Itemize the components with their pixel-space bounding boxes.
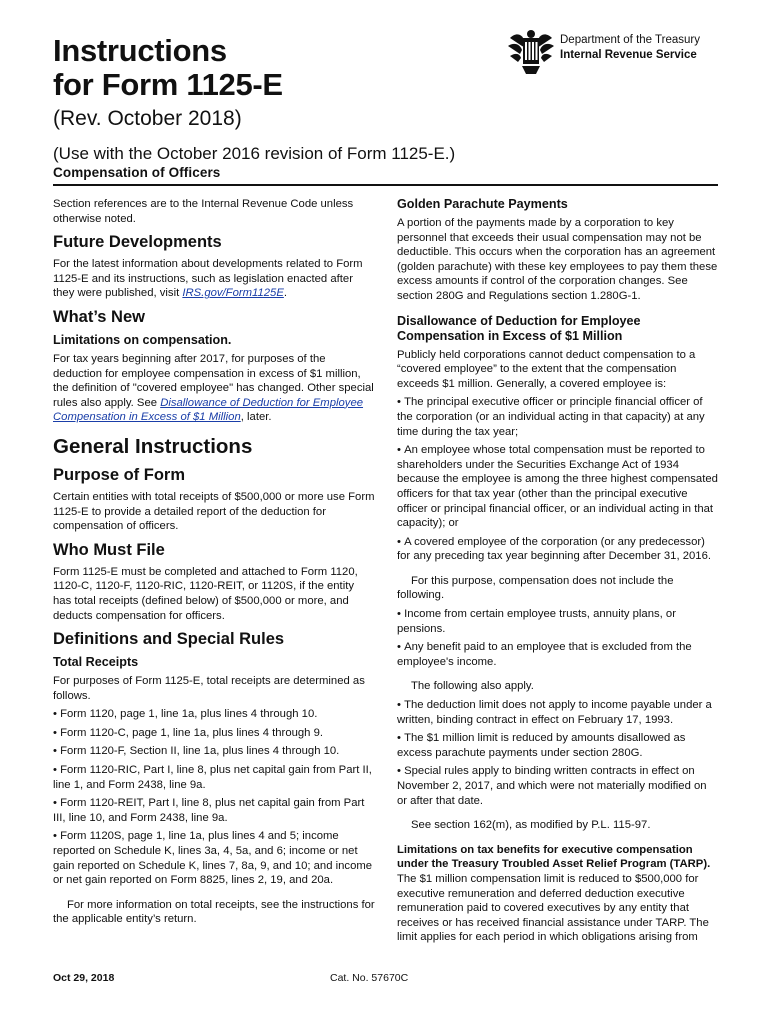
golden-parachute-text: A portion of the payments made by a corporation to key personnel that exceeds their usual compensation may not be deductible. This occurs when the corporation has an agreement (golden parachute) with these key employees to pay them these excess amounts if control of the corporation changes. See section 280G and Regulations section 1.280G-1. <box>397 217 718 302</box>
title-line-2: for Form 1125-E <box>53 67 283 102</box>
agency-name <box>560 33 700 63</box>
use-with-note: (Use with the October 2016 revision of Form 1125-E.) <box>53 144 456 163</box>
list-item: • Form 1120-C, page 1, line 1a, plus lines 4 through 9. <box>53 726 375 741</box>
covered-employee-list <box>397 395 719 564</box>
agency-irs: Internal Revenue Service <box>560 49 697 61</box>
list-item: • The $1 million limit is reduced by amounts disallowed as excess parachute payments under section 280G. <box>397 731 719 760</box>
future-developments-text: For the latest information about developments related to Form 1125-E and its instructions, such as legislation enacted after they were published, visit IRS.gov/Form1125E. <box>53 258 363 300</box>
irs-eagle-logo-icon <box>506 28 556 76</box>
header-rule <box>53 184 718 186</box>
list-item: • Form 1120-F, Section II, line 1a, plus lines 4 through 10. <box>53 744 375 759</box>
catalog-number: Cat. No. 57670C <box>330 972 409 984</box>
golden-parachute-heading: Golden Parachute Payments <box>397 197 568 211</box>
disallowance-text: Publicly held corporations cannot deduct compensation to a “covered employee” to the extent that the compensation exceeds $1 million. Generally, a covered employee is: <box>397 348 696 390</box>
irs-gov-link[interactable]: IRS.gov/Form1125E <box>182 287 284 300</box>
tarp-heading: Limitations on tax benefits for executive compensation under the Treasury Troubled Asset Relief Program (TARP). <box>397 843 711 871</box>
right-column <box>397 197 719 949</box>
form-subject: Compensation of Officers <box>53 165 221 180</box>
list-item: • The deduction limit does not apply to income payable under a written, binding contract in effect on February 17, 1993. <box>397 698 719 727</box>
list-item: • An employee whose total compensation must be reported to shareholders under the Securities Exchange Act of 1934 because the employee is among the three highest compensated officers for that tax year (other than the principal executive officer or principal financial officer, or an individual acting in that capacity); or <box>397 443 719 531</box>
purpose-heading: Purpose of Form <box>53 465 186 484</box>
list-item: • A covered employee of the corporation (or any predecessor) for any preceding tax year beginning after December 31, 2016. <box>397 535 719 564</box>
limitations-heading: Limitations on compensation. <box>53 332 232 347</box>
revision-date: (Rev. October 2018) <box>53 107 242 130</box>
who-must-file-heading: Who Must File <box>53 540 165 559</box>
list-item: • Form 1120, page 1, line 1a, plus lines 4 through 10. <box>53 707 375 722</box>
agency-department: Department of the Treasury <box>560 34 700 46</box>
tarp-text: The $1 million compensation limit is reduced to $500,000 for executive remuneration and deferred deduction executive remuneration paid to covered executives by any entity that receives or has received financial assistance under TARP. The limit applies for each period in which obligations arising from <box>397 872 709 944</box>
compensation-exclusion-text: For this purpose, compensation does not include the following. <box>397 574 674 602</box>
whats-new-heading: What’s New <box>53 307 145 326</box>
excluded-list <box>397 607 719 669</box>
list-item: • Form 1120-REIT, Part I, line 8, plus net capital gain from Part III, line 10, and Form 2438, line 9a. <box>53 796 375 825</box>
list-item: • The principal executive officer or principle financial officer of the corporation (or an individual acting in that capacity) at any time during the tax year; <box>397 395 719 439</box>
receipts-list <box>53 707 375 888</box>
disallowance-link[interactable]: Disallowance of Deduction for Employee Compensation in Excess of $1 Million <box>53 396 364 424</box>
also-apply-text: The following also apply. <box>411 680 534 693</box>
footer-date: Oct 29, 2018 <box>53 972 115 984</box>
left-column <box>53 197 375 931</box>
list-item: • Special rules apply to binding written contracts in effect on November 2, 2017, and which were not materially modified on or after that date. <box>397 764 719 808</box>
more-info-text: For more information on total receipts, see the instructions for the applicable entity’s return. <box>53 898 375 926</box>
list-item: • Any benefit paid to an employee that is excluded from the employee's income. <box>397 640 719 669</box>
general-instructions-heading: General Instructions <box>53 434 253 458</box>
disallowance-heading: Disallowance of Deduction for Employee Compensation in Excess of $1 Million <box>397 313 641 343</box>
list-item: • Form 1120-RIC, Part I, line 8, plus net capital gain from Part II, line 1, and Form 2438, line 9a. <box>53 763 375 792</box>
total-receipts-heading: Total Receipts <box>53 655 139 670</box>
who-must-file-text: Form 1125-E must be completed and attached to Form 1120, 1120-C, 1120-F, 1120-RIC, 1120-REIT, or 1120S, if the entity has total receipts (defined below) of $500,000 or more, and deducts compensation for officers. <box>53 565 358 622</box>
list-item: • Form 1120S, page 1, line 1a, plus lines 4 and 5; income reported on Schedule K, lines 3a, 4, 5a, and 6; income or net gain reported on Schedule K, lines 7, 8a, 9, and 10; and income or net gain reported on Form 8825, lines 2, 19, and 20a. <box>53 829 375 887</box>
apply-list <box>397 698 719 808</box>
title-line-1: Instructions <box>53 33 227 68</box>
limitations-text: For tax years beginning after 2017, for purposes of the deduction for employee compensation in excess of $1 million, the definition of "covered employee" has changed. Other special rules also apply. See Disallowance of Deduction for Employee Compensation in Excess of $1 Million, later. <box>53 352 374 424</box>
definitions-heading: Definitions and Special Rules <box>53 630 285 649</box>
list-item: • Income from certain employee trusts, annuity plans, or pensions. <box>397 607 719 636</box>
future-developments-heading: Future Developments <box>53 233 222 252</box>
see-section-text: See section 162(m), as modified by P.L. 115-97. <box>411 819 651 832</box>
document-title <box>53 34 283 102</box>
tarp-paragraph <box>397 843 719 945</box>
purpose-text: Certain entities with total receipts of $500,000 or more use Form 1125-E to provide a detailed report of the deduction for compensation of officers. <box>53 490 375 533</box>
total-receipts-text: For purposes of Form 1125-E, total receipts are determined as follows. <box>53 675 365 702</box>
intro-text: Section references are to the Internal Revenue Code unless otherwise noted. <box>53 198 354 225</box>
